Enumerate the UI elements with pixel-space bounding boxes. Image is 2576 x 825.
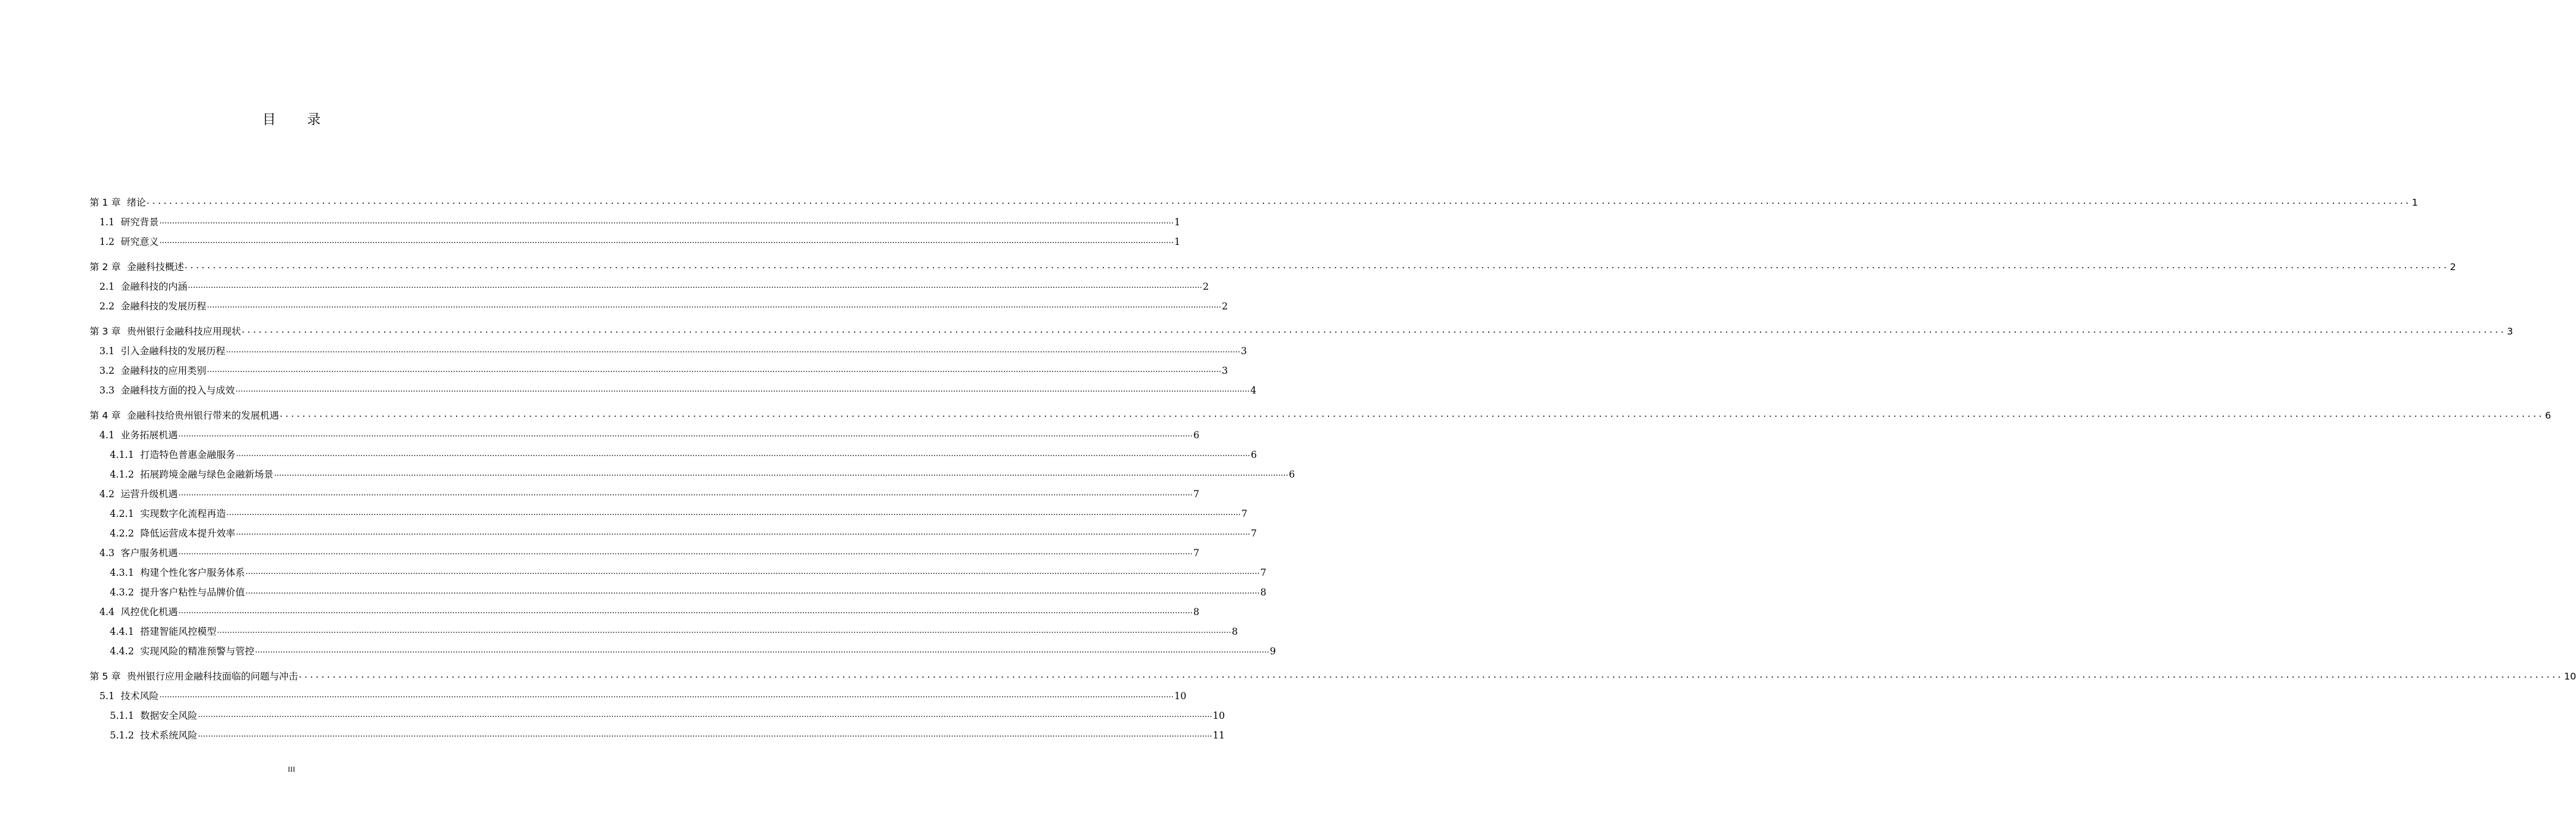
toc-entry-title: 业务拓展机遇 (120, 430, 178, 441)
toc-section-entry[interactable] (99, 689, 1187, 703)
toc-section-entry[interactable] (99, 383, 1257, 398)
toc-entry-number: 4.1 (99, 430, 115, 441)
toc-page-number: 7 (1193, 548, 1200, 559)
toc-section-entry[interactable] (110, 708, 1225, 723)
toc-page-number: 10 (1174, 691, 1187, 702)
toc-entry-label (110, 708, 197, 722)
toc-entry-label (99, 487, 178, 500)
toc-entry-label (110, 624, 216, 638)
dot-leader: ................................................................................................................................................................................................................................................................................................................................................................................................................ (178, 606, 1193, 616)
toc-entry-number: 2.1 (99, 281, 115, 292)
toc-section-entry[interactable] (99, 605, 1200, 619)
dot-leader: ................................................................................................................................................................................................................................................................................................................................................................................................................ (146, 195, 2412, 206)
toc-entry-title: 绪论 (126, 197, 146, 208)
toc-entry-title: 打造特色普惠金融服务 (140, 449, 236, 460)
dot-leader: ................................................................................................................................................................................................................................................................................................................................................................................................................ (235, 385, 1250, 394)
dot-leader: ................................................................................................................................................................................................................................................................................................................................................................................................................ (159, 691, 1174, 700)
toc-entry-label (110, 585, 245, 598)
toc-page-number: 10 (1213, 710, 1225, 721)
toc-entry-number: 5.1.1 (110, 710, 134, 721)
toc-entry-label (99, 689, 159, 702)
toc-entry-title: 运营升级机遇 (120, 489, 178, 500)
toc-entry-number: 4.4.1 (110, 626, 134, 637)
dot-leader: ................................................................................................................................................................................................................................................................................................................................................................................................................ (178, 548, 1193, 557)
toc-entry-title: 客户服务机遇 (120, 548, 178, 559)
toc-page-number: 4 (1250, 385, 1257, 396)
toc-entry-label (110, 467, 273, 481)
toc-page-number: 7 (1251, 528, 1257, 539)
toc-entry-title: 搭建智能风控模型 (140, 626, 217, 637)
dot-leader: ................................................................................................................................................................................................................................................................................................................................................................................................................ (198, 730, 1213, 739)
toc-section-entry[interactable] (99, 363, 1228, 378)
toc-entry-number: 4.3.2 (110, 587, 134, 598)
toc-entry-title: 技术风险 (120, 691, 159, 702)
toc-section-entry[interactable] (110, 447, 1257, 462)
toc-entry-title: 金融科技的发展历程 (120, 301, 207, 312)
dot-leader: ................................................................................................................................................................................................................................................................................................................................................................................................................ (226, 508, 1241, 517)
toc-entry-title: 金融科技的应用类别 (120, 365, 207, 376)
toc-entry-label (99, 383, 235, 397)
toc-entry-label (110, 644, 254, 657)
toc-entry-label (90, 324, 241, 338)
toc-entry-label (99, 428, 178, 441)
toc-entry-title: 构建个性化客户服务体系 (140, 567, 245, 578)
toc-entry-label (90, 260, 184, 273)
toc-page-number: 3 (2507, 326, 2513, 337)
toc-entry-label (110, 728, 197, 742)
toc-section-entry[interactable] (99, 279, 1209, 294)
toc-page-number: 7 (1241, 508, 1248, 519)
dot-leader: ................................................................................................................................................................................................................................................................................................................................................................................................................ (178, 430, 1193, 439)
toc-entry-title: 金融科技的内涵 (120, 281, 188, 292)
toc-entry-number: 4.2 (99, 489, 115, 500)
toc-chapter-entry[interactable] (90, 195, 2418, 210)
toc-entry-label (99, 215, 159, 228)
toc-entry-number: 4.2.2 (110, 528, 134, 539)
toc-entry-number: 4.2.1 (110, 508, 134, 519)
toc-entry-number: 第 4 章 (90, 410, 121, 421)
toc-entry-number: 1.2 (99, 236, 115, 247)
toc-section-entry[interactable] (99, 299, 1228, 314)
dot-leader: ................................................................................................................................................................................................................................................................................................................................................................................................................ (279, 408, 2545, 419)
toc-page-number: 11 (1213, 730, 1225, 741)
toc-entry-label (90, 669, 298, 683)
dot-leader: ................................................................................................................................................................................................................................................................................................................................................................................................................ (178, 489, 1193, 498)
toc-chapter-entry[interactable] (90, 669, 2576, 684)
toc-entry-title: 研究意义 (120, 236, 159, 247)
dot-leader: ................................................................................................................................................................................................................................................................................................................................................................................................................ (298, 669, 2564, 680)
toc-section-entry[interactable] (99, 487, 1200, 502)
toc-entry-number: 第 1 章 (90, 197, 121, 208)
dot-leader: ................................................................................................................................................................................................................................................................................................................................................................................................................ (159, 236, 1174, 246)
toc-entry-number: 4.3.1 (110, 567, 134, 578)
toc-entry-label (99, 546, 178, 559)
toc-entry-number: 第 3 章 (90, 326, 121, 337)
toc-page-number: 1 (1174, 217, 1181, 228)
toc-page-number: 3 (1241, 346, 1247, 357)
dot-leader: ................................................................................................................................................................................................................................................................................................................................................................................................................ (217, 626, 1232, 635)
toc-entry-title: 风控优化机遇 (120, 606, 178, 618)
toc-chapter-entry[interactable] (90, 260, 2456, 274)
dot-leader: ................................................................................................................................................................................................................................................................................................................................................................................................................ (159, 217, 1174, 226)
toc-entry-title: 贵州银行应用金融科技面临的问题与冲击 (126, 671, 298, 682)
toc-page-number: 1 (2412, 197, 2418, 208)
toc-page-number: 7 (1193, 489, 1200, 500)
toc-section-entry[interactable] (99, 234, 1181, 249)
dot-leader: ................................................................................................................................................................................................................................................................................................................................................................................................................ (255, 646, 1270, 655)
toc-section-entry[interactable] (99, 428, 1200, 443)
toc-entry-title: 提升客户粘性与品牌价值 (140, 587, 245, 598)
toc-section-entry[interactable] (110, 624, 1238, 639)
toc-entry-number: 第 5 章 (90, 671, 121, 682)
toc-entry-label (110, 526, 235, 540)
toc-entry-number: 1.1 (99, 217, 115, 228)
toc-entry-label (99, 234, 159, 248)
toc-entry-title: 拓展跨境金融与绿色金融新场景 (140, 469, 274, 480)
toc-entry-title: 降低运营成本提升效率 (140, 528, 236, 539)
toc-entry-number: 3.1 (99, 346, 115, 357)
dot-leader: ................................................................................................................................................................................................................................................................................................................................................................................................................ (207, 365, 1222, 374)
toc-entry-number: 4.1.1 (110, 449, 134, 460)
dot-leader: ................................................................................................................................................................................................................................................................................................................................................................................................................ (184, 260, 2450, 271)
toc-page-number: 1 (1174, 236, 1181, 247)
toc-page-number: 8 (1232, 626, 1238, 637)
toc-section-entry[interactable] (99, 546, 1200, 560)
toc-page-number: 7 (1260, 567, 1267, 578)
dot-leader: ................................................................................................................................................................................................................................................................................................................................................................................................................ (274, 469, 1289, 478)
toc-page-number: 3 (1222, 365, 1228, 376)
toc-entry-label (110, 506, 226, 520)
toc-entry-title: 金融科技方面的投入与成效 (120, 385, 235, 396)
toc-section-entry[interactable] (110, 467, 1295, 482)
dot-leader: ................................................................................................................................................................................................................................................................................................................................................................................................................ (245, 567, 1260, 576)
toc-entry-number: 3.3 (99, 385, 115, 396)
toc-entry-number: 第 2 章 (90, 261, 121, 273)
toc-entry-number: 5.1.2 (110, 730, 134, 741)
toc-page-number: 6 (1251, 449, 1257, 460)
toc-section-entry[interactable] (110, 526, 1257, 541)
toc-entry-label (110, 447, 235, 461)
toc-entry-label (99, 363, 206, 377)
toc-entry-title: 实现风险的精准预警与管控 (140, 646, 255, 657)
toc-page-number: 2 (2450, 261, 2456, 273)
toc-entry-number: 4.1.2 (110, 469, 134, 480)
toc-entry-label (90, 408, 279, 422)
toc-section-entry[interactable] (99, 215, 1181, 230)
toc-chapter-entry[interactable] (90, 408, 2551, 423)
page-title: 目 录 (262, 112, 334, 128)
toc-entry-title: 引入金融科技的发展历程 (120, 346, 226, 357)
toc-entry-number: 4.4.2 (110, 646, 134, 657)
dot-leader: ................................................................................................................................................................................................................................................................................................................................................................................................................ (198, 710, 1213, 719)
dot-leader: ................................................................................................................................................................................................................................................................................................................................................................................................................ (241, 324, 2507, 335)
toc-entry-number: 5.1 (99, 691, 115, 702)
dot-leader: ................................................................................................................................................................................................................................................................................................................................................................................................................ (207, 301, 1222, 310)
toc-page-number: 2 (1222, 301, 1228, 312)
toc-page-number: 6 (2545, 410, 2551, 421)
toc-section-entry[interactable] (110, 565, 1267, 580)
dot-leader: ................................................................................................................................................................................................................................................................................................................................................................................................................ (245, 587, 1260, 596)
toc-entry-title: 技术系统风险 (140, 730, 198, 741)
toc-section-entry[interactable] (99, 344, 1247, 358)
toc-page-number: 6 (1289, 469, 1295, 480)
toc-entry-title: 金融科技给贵州银行带来的发展机遇 (126, 410, 279, 421)
toc-section-entry[interactable] (110, 644, 1276, 659)
toc-entry-number: 4.4 (99, 606, 115, 618)
toc-page-number: 9 (1270, 646, 1276, 657)
toc-section-entry[interactable] (110, 585, 1267, 600)
dot-leader: ................................................................................................................................................................................................................................................................................................................................................................................................................ (236, 449, 1251, 459)
toc-entry-label (110, 565, 245, 579)
toc-entry-label (99, 299, 206, 312)
toc-page-number: 6 (1193, 430, 1200, 441)
toc-entry-number: 3.2 (99, 365, 115, 376)
toc-page-number: 8 (1260, 587, 1267, 598)
page-number-footer: III (288, 765, 295, 773)
toc-entry-title: 实现数字化流程再造 (140, 508, 226, 519)
toc-entry-number: 4.3 (99, 548, 115, 559)
toc-page-number: 8 (1193, 606, 1200, 618)
toc-page-number: 10 (2564, 671, 2576, 682)
toc-entry-title: 贵州银行金融科技应用现状 (126, 326, 241, 337)
toc-section-entry[interactable] (110, 506, 1248, 521)
toc-page-number: 2 (1203, 281, 1209, 292)
toc-entry-label (90, 195, 146, 209)
toc-entry-label (99, 344, 225, 357)
toc-entry-title: 数据安全风险 (140, 710, 198, 721)
toc-entry-label (99, 605, 178, 618)
dot-leader: ................................................................................................................................................................................................................................................................................................................................................................................................................ (226, 346, 1241, 355)
toc-chapter-entry[interactable] (90, 324, 2513, 339)
toc-entry-number: 2.2 (99, 301, 115, 312)
dot-leader: ................................................................................................................................................................................................................................................................................................................................................................................................................ (236, 528, 1251, 537)
dot-leader: ................................................................................................................................................................................................................................................................................................................................................................................................................ (188, 281, 1203, 290)
toc-entry-title: 金融科技概述 (126, 261, 184, 273)
toc-section-entry[interactable] (110, 728, 1225, 743)
toc-entry-title: 研究背景 (120, 217, 159, 228)
toc-entry-label (99, 279, 187, 293)
